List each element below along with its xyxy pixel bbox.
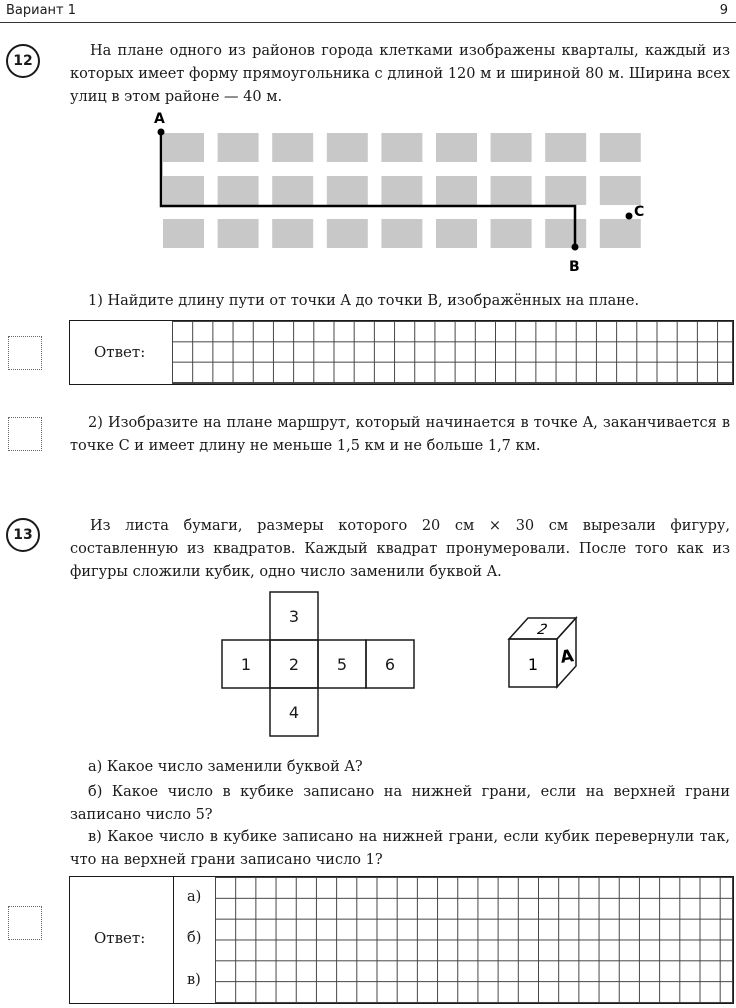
city-block: [545, 176, 586, 205]
answer-grid-12-1[interactable]: [172, 321, 733, 384]
problem-12-intro: На плане одного из районов города клетками изображены кварталы, каждый из которых имеет форму прямоугольника с длиной 120 м и шириной 80 м. Ширина всех улиц в этом районе — 40 м.: [70, 43, 730, 105]
point-b: [572, 244, 579, 251]
net-label-right2: 6: [384, 655, 396, 674]
city-block: [436, 219, 477, 248]
problem-12-q1: 1) Найдите длину пути от точки A до точки B, изображённых на плане.: [88, 293, 640, 309]
cube-net-figure: [0, 590, 736, 740]
problem-13-number: 13: [6, 518, 40, 552]
city-block: [545, 219, 586, 248]
label-a: A: [154, 111, 165, 127]
net-label-bottom: 4: [288, 703, 300, 722]
city-block: [436, 133, 477, 162]
city-block: [327, 219, 368, 248]
row-label-b: б): [187, 930, 202, 946]
row-label-c: в): [187, 972, 201, 988]
city-block: [436, 176, 477, 205]
label-c: C: [634, 204, 645, 220]
city-block: [218, 176, 259, 205]
cube-label-front: 1: [527, 655, 539, 674]
city-block: [600, 176, 641, 205]
city-block: [600, 133, 641, 162]
variant-title: Вариант 1: [6, 3, 77, 18]
city-block: [163, 219, 204, 248]
problem-13-qb: б) Какое число в кубике записано на нижней грани, если на верхней грани записано число 5?: [70, 784, 730, 823]
net-label-right1: 5: [336, 655, 348, 674]
answer-label: Ответ:: [94, 343, 146, 361]
city-blocks: [163, 133, 641, 248]
city-block: [218, 133, 259, 162]
city-block: [272, 219, 313, 248]
problem-13-qa: а) Какое число заменили буквой A?: [88, 759, 363, 775]
city-block: [491, 219, 532, 248]
city-plan: [0, 108, 736, 278]
city-block: [545, 133, 586, 162]
answer-box-12-1: [69, 320, 734, 385]
score-box-12-2[interactable]: [8, 417, 42, 451]
cube-label-side: A: [559, 646, 576, 668]
answer-label: Ответ:: [94, 929, 146, 947]
problem-12-number: 12: [6, 44, 40, 78]
score-box-13[interactable]: [8, 906, 42, 940]
problem-12-q2: 2) Изобразите на плане маршрут, который начинается в точке A, заканчивается в точке C и имеет длину не меньше 1,5 км и не больше 1,7 км.: [70, 415, 730, 454]
score-box-12-1[interactable]: [8, 336, 42, 370]
page-number: 9: [719, 3, 728, 18]
net-label-center: 2: [288, 655, 300, 674]
city-block: [218, 219, 259, 248]
net-label-left: 1: [240, 655, 252, 674]
city-block: [327, 133, 368, 162]
point-c: [626, 213, 633, 220]
answer-grid-13[interactable]: [215, 877, 733, 1003]
city-block: [381, 219, 422, 248]
answer-box-13: [69, 876, 734, 1004]
net-label-top: 3: [288, 607, 300, 626]
row-label-a: а): [187, 889, 202, 905]
label-b: B: [569, 259, 580, 275]
problem-13-qc: в) Какое число в кубике записано на нижней грани, если кубик перевернули так, что на верхней грани записано число 1?: [70, 829, 730, 868]
city-block: [163, 133, 204, 162]
city-block: [272, 176, 313, 205]
cube-label-top: 2: [535, 622, 549, 638]
problem-13-intro: Из листа бумаги, размеры которого 20 см × 30 см вырезали фигуру, составленную из квадратов. Каждый квадрат пронумеровали. После того как из фигуры сложили кубик, одно число заменили буквой A.: [70, 518, 730, 580]
city-block: [163, 176, 204, 205]
point-a: [158, 129, 165, 136]
city-block: [381, 176, 422, 205]
city-block: [381, 133, 422, 162]
header-rule: [0, 22, 736, 23]
city-block: [600, 219, 641, 248]
city-block: [491, 133, 532, 162]
city-block: [327, 176, 368, 205]
city-block: [272, 133, 313, 162]
city-block: [491, 176, 532, 205]
answer-divider: [173, 877, 174, 1003]
